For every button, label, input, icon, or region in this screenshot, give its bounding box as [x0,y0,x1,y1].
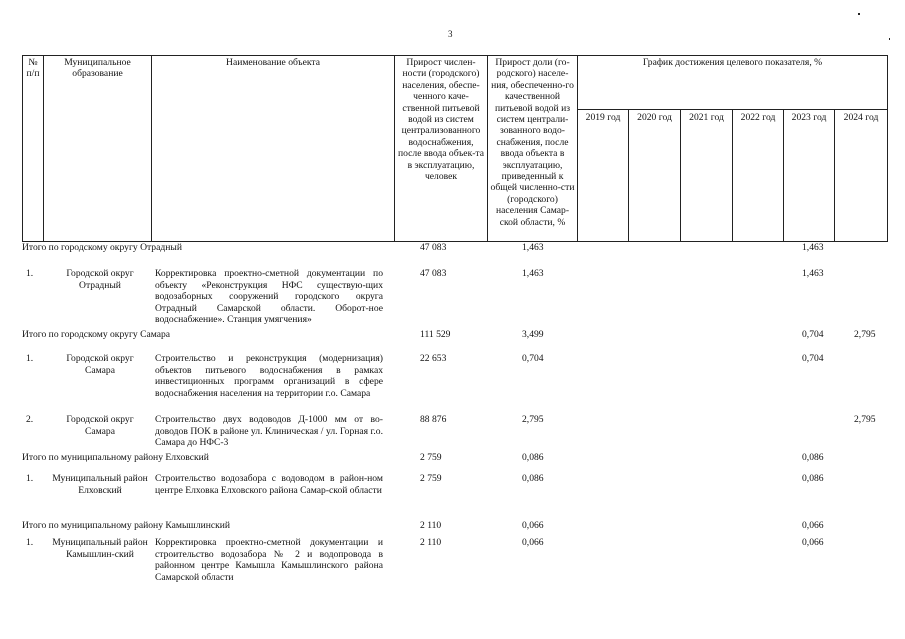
header-share-growth: Прирост доли (го-родского) населе-ния, обеспеченно-го качественной питьевой водой из систем централи-зованного водо-снабжения, после ввода объекта в эксплуатацию, приведенный к общей численно-сти (городского) населения Самар-ской области, % [488,56,578,242]
header-num: № п/п [23,56,44,242]
year-2023-value: 0,086 [802,473,824,484]
object-name: Корректировка проектно-сметной документации по объекту «Реконструкция НФС существую-щих водозаборных сооружений городского округа Отрадный Самарской области. Оборот-ное водоснабжение». Станция умягчения» [155,268,383,326]
municipality-name: Городской округ Самара [66,414,134,437]
header-population-growth: Прирост числен-ности (городского) населения, обеспе-ченного каче-ственной питьевой водой из систем централизованного водоснабжения, после ввода объек-та в эксплуатацию, человек [395,56,488,242]
municipality-name: Муниципальный район Елховский [52,473,148,496]
share-value: 2,795 [522,414,544,425]
population-value: 22 653 [420,353,447,364]
year-2024-value: 2,795 [854,414,876,425]
year-2023-value: 0,066 [802,537,824,548]
header-year-2024: 2024 год [835,110,888,242]
header-year-2020: 2020 год [629,110,681,242]
municipality-name: Муниципальный район Камышлин-ский [52,537,148,560]
share-value: 3,499 [522,329,544,340]
row-number: 1. [26,473,34,484]
share-value: 0,066 [522,537,544,548]
row-number: 1. [26,268,34,279]
municipality-name: Городской округ Отрадный [66,268,134,291]
year-2023-value: 0,704 [802,353,824,364]
header-year-2019: 2019 год [578,110,629,242]
object-name: Корректировка проектно-сметной документации и строительство водозабора № 2 и водопровода в районном центре Камышла Камышлинского района Самарской области [155,537,383,583]
object-name: Строительство водозабора с водоводом в район-ном центре Елховка Елховского района Самар-ской области [155,473,383,496]
year-2023-value: 0,066 [802,520,824,531]
share-value: 0,086 [522,452,544,463]
share-value: 1,463 [522,268,544,279]
share-value: 0,086 [522,473,544,484]
population-value: 2 759 [420,452,442,463]
share-value: 0,066 [522,520,544,531]
population-value: 47 083 [420,268,447,279]
total-label: Итого по городскому округу Отрадный [22,242,182,253]
scan-speck [858,13,860,15]
page-number: 3 [448,29,453,39]
header-municipality: Муниципальное образование [44,56,152,242]
year-2023-value: 1,463 [802,242,824,253]
object-name: Строительство и реконструкция (модернизация) объектов питьевого водоснабжения в рамках инвестиционных программ организаций в сфере водоснабжения населения на территории г.о. Самара [155,353,383,399]
scan-speck [889,38,890,40]
population-value: 2 110 [420,537,442,548]
year-2023-value: 1,463 [802,268,824,279]
row-number: 1. [26,537,34,548]
year-2023-value: 0,086 [802,452,824,463]
total-label: Итого по муниципальному району Камышлинский [22,520,231,531]
object-name: Строительство двух водоводов Д-1000 мм от во-доводов ПОК в районе ул. Клиническая / ул. Горная г.о. Самара до НФС-3 [155,414,383,449]
population-value: 47 083 [420,242,447,253]
total-label: Итого по городскому округу Самара [22,329,171,340]
total-label: Итого по муниципальному району Елховский [22,452,209,463]
table-header [22,55,888,242]
row-number: 2. [26,414,34,425]
row-number: 1. [26,353,34,364]
header-year-2021: 2021 год [681,110,733,242]
share-value: 1,463 [522,242,544,253]
municipality-name: Городской округ Самара [66,353,134,376]
population-value: 2 759 [420,473,442,484]
header-year-2023: 2023 год [784,110,835,242]
year-2024-value: 2,795 [854,329,876,340]
header-object-name: Наименование объекта [152,56,395,242]
header-year-2022: 2022 год [733,110,784,242]
population-value: 2 110 [420,520,442,531]
year-2023-value: 0,704 [802,329,824,340]
population-value: 88 876 [420,414,447,425]
population-value: 111 529 [420,329,451,340]
share-value: 0,704 [522,353,544,364]
header-schedule: График достижения целевого показателя, % [578,56,888,110]
